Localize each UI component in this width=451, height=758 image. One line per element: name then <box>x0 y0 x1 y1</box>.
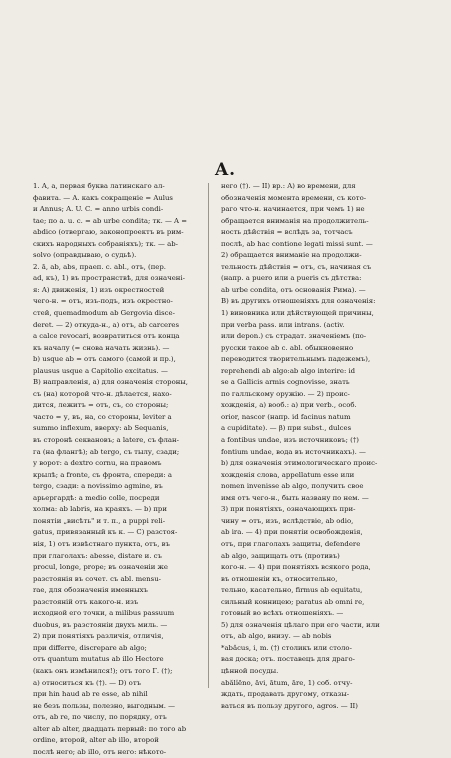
text-line: отъ, ab re, по числу, по порядку, отъ <box>33 713 167 722</box>
text-line: при hin haud ab re esse, ab nihil <box>33 690 148 699</box>
text-line: a) относиться къ (†). — D) отъ <box>33 678 142 687</box>
text-line: ordine, второй, alter ab illo, второй <box>33 736 159 745</box>
text-line: nomen invenisse ab algo, получить свое <box>221 482 364 491</box>
column-divider <box>208 183 209 688</box>
text-line: 1. А, a, первая буква латинскаго ал- <box>33 182 165 190</box>
text-line: abdico (отвергаю, законопроектъ въ рим- <box>33 228 184 237</box>
text-line: русски такое ab c. abl. обыкновенно <box>221 343 354 352</box>
text-line: B) въ другихъ отношеніяхъ для означенія: <box>221 297 376 306</box>
text-line: переводится творительнымъ падежемъ), <box>221 355 371 364</box>
text-line: ab ira. — 4) при понятіи освобожденія, <box>221 528 363 537</box>
text-line: summo inflexum, вверху: ab Sequanis, <box>33 424 169 433</box>
text-line: 2) при понятіяхъ различія, отличія, <box>33 632 164 641</box>
text-line: обращается вниманія на продолжитель- <box>221 216 369 225</box>
text-line: хожденія слова, appellatum esse или <box>221 470 355 479</box>
text-line: дится, лежитъ = отъ, съ, со стороны; <box>33 401 169 410</box>
text-line: въ сторонѣ секвановъ; a latere, съ флан- <box>33 436 179 445</box>
text-line: тельность дѣйствія = отъ, съ, начиная съ <box>221 262 372 271</box>
text-line: ждать, продавать другому, отказы- <box>221 690 350 699</box>
text-line: отъ quantum mutatus ab illo Hectore <box>33 655 164 664</box>
text-line: стей, quemadmodum ab Gergovia disce- <box>33 309 175 318</box>
text-line: a fontibus undae, изъ источниковъ; (†) <box>221 436 359 445</box>
text-line: ad, къ), 1) въ пространствѣ, для означені- <box>33 274 185 283</box>
text-line: ab algo, защищать отъ (противъ) <box>221 551 340 560</box>
text-line: solvo (оправдываю, о судьѣ). <box>33 251 137 260</box>
text-line: къ началу (= снова начать жизнь). — <box>33 343 170 352</box>
text-line: разстоянія въ сочет. съ abl. mensu- <box>33 574 161 583</box>
text-line: a calce revocari, возвратиться отъ конца <box>33 332 180 341</box>
text-line: съ (на) которой что-н. дѣлается, нахо- <box>33 389 172 398</box>
text-line: га (на флангѣ); ab tergo, съ тылу, сзади; <box>33 447 180 456</box>
text-line: deret. — 2) откуда-н., а) отъ, ab carceres <box>33 320 180 329</box>
text-line: скихъ народныхъ собраніяхъ); тк. — ab- <box>33 239 178 248</box>
text-line: въ отношеніи къ, относительно, <box>221 574 338 583</box>
text-line: и Annus; A. U. C. = anno urbis condi- <box>33 205 164 214</box>
text-line: 1) виновника или дѣйствующей причины, <box>221 309 374 318</box>
text-line: при verba pass. или intrans. (activ. <box>221 320 345 329</box>
text-line: сильный конницею; paratus ab omni re, <box>221 597 365 606</box>
text-line: B) направленія, а) для означенія стороны, <box>33 378 188 387</box>
text-line: при differre, discrepare ab algo; <box>33 643 147 652</box>
text-line: *abăcus, i, m. (†) столикъ или столо- <box>221 643 352 652</box>
text-line: (напр. a puero или a pueris съ дѣтства: <box>221 274 362 283</box>
text-line: чего-н. = отъ, изъ-подъ, изъ окрестно- <box>33 297 173 306</box>
text-line: se a Gallicis armis cognovisse, знать <box>221 378 350 387</box>
text-line: готовый во всѣхъ отношеніяхъ. — <box>221 609 344 618</box>
text-line: крылѣ; a fronte, съ фронта, спереди: a <box>33 470 172 479</box>
text-line: 3) при понятіяхъ, означающихъ при- <box>221 505 356 514</box>
text-line: 2) обращается вниманіе на продолжи- <box>221 251 362 260</box>
text-line: b) usque ab = отъ самого (самой и пр.), <box>33 355 176 364</box>
text-line: понятіи „висѣть" и т. п., a puppi reli- <box>33 516 166 525</box>
right-column <box>221 181 417 712</box>
text-line: раго что-н. начинается, при чемъ 1) не <box>221 205 365 214</box>
text-line: fontium undae, вода въ источникахъ). — <box>221 447 366 456</box>
text-line: по галльскому оружію. — 2) проис- <box>221 389 350 398</box>
text-line: не безъ пользы, полезно, выгодным. — <box>33 701 176 710</box>
text-line: orior, nascor (напр. id facinus natum <box>221 412 351 421</box>
text-line: ность дѣйствія = вслѣдъ за, тотчасъ <box>221 228 353 237</box>
text-line: цѣнной посуды. <box>221 666 279 675</box>
text-line: rae, для обозначенія именныхъ <box>33 586 148 595</box>
text-line: (какъ онъ измѣнился!); отъ того Г. (†); <box>33 666 173 675</box>
text-line: abălĭēno, āvi, ātum, āre, 1) соб. отчу- <box>221 678 353 687</box>
text-line: него (†). — II) вр.: A) во времени, для <box>221 182 356 190</box>
text-line: обозначенія момента времени, съ кото- <box>221 193 367 202</box>
text-line: alter ab alter, двадцать первый: по того ab <box>33 724 187 733</box>
text-line: разстояній отъ какого-н. изъ <box>33 597 139 606</box>
section-letter-heading: A. <box>214 160 237 180</box>
text-line: отъ, при глаголахъ защиты, defendere <box>221 539 361 548</box>
text-line: procul, longe, prope; въ означеніи же <box>33 563 168 572</box>
text-line: имя отъ чего-н., быть названу по нем. — <box>221 493 369 502</box>
text-line: хожденія, а) вооб.: а) при verb., особ. <box>221 401 357 410</box>
text-line: gatus, привязанный къ к. — C) разстоя- <box>33 528 178 537</box>
text-line: отъ, ab algo, внизу. — ab nobis <box>221 632 332 641</box>
text-line: reprehendi ab algo:ab algo interire: id <box>221 366 356 375</box>
text-line: b) для означенія этимологическаго проис- <box>221 459 378 468</box>
text-line: арьергардѣ: a medio colle, посреди <box>33 493 160 502</box>
text-line: при глаголахъ: abesse, distare и. съ <box>33 551 162 560</box>
text-line: 2. ā, ab, abs, праеп. c. abl., отъ, (пер. <box>33 262 166 271</box>
text-line: ваться въ пользу другого, agros. — II) <box>221 701 358 710</box>
text-line: duobus, въ разстояніи двухъ миль. — <box>33 620 168 629</box>
text-line: tae; по a. u. c. = ab urbe condita; тк. — A = <box>33 216 187 225</box>
text-line: холма: ab labris, на краяхъ. — b) при <box>33 505 167 514</box>
text-line: исходной его точки, a milibus passuum <box>33 609 175 618</box>
text-line: tergo, сзади: a novissimo agmine, въ <box>33 482 163 491</box>
text-line: plausus usque a Capitolio excitatus. — <box>33 366 168 375</box>
text-line: часто = у, въ, на, со стороны, leviter a <box>33 412 172 421</box>
text-line: тельно, касательно, firmus ab equitatu, <box>221 586 363 595</box>
text-line: кого-н. — 4) при понятіяхъ всякого рода, <box>221 563 371 572</box>
text-line: нія, 1) отъ извѣстнаго пункта, отъ, въ <box>33 539 170 548</box>
text-line: я: A) движенія, 1) изъ окрестностей <box>33 285 165 294</box>
text-line: 5) для означенія цѣлаго при его части, или <box>221 620 380 629</box>
text-line: или depon.) съ страдат. значеніемъ (по- <box>221 332 367 341</box>
text-line: вая доска; отъ. поставецъ для драго- <box>221 655 355 664</box>
text-line: послѣ, ab hac contione legati missi sunt. — <box>221 239 373 248</box>
text-line: a cupiditate). — β) при subst., dulces <box>221 424 352 433</box>
text-line: ab urbe condita, отъ основанія Рима). — <box>221 285 366 294</box>
text-line: послѣ него; ab illo, отъ него: нѣкото- <box>33 747 167 756</box>
text-line: фавита. — A. какъ сокращеніе = Aulus <box>33 193 173 202</box>
text-line: у ворот: a dextro cornu, на правомъ <box>33 459 162 468</box>
text-line: чину = отъ, изъ, вслѣдствіе, ab odio, <box>221 516 354 525</box>
left-column <box>33 181 215 758</box>
